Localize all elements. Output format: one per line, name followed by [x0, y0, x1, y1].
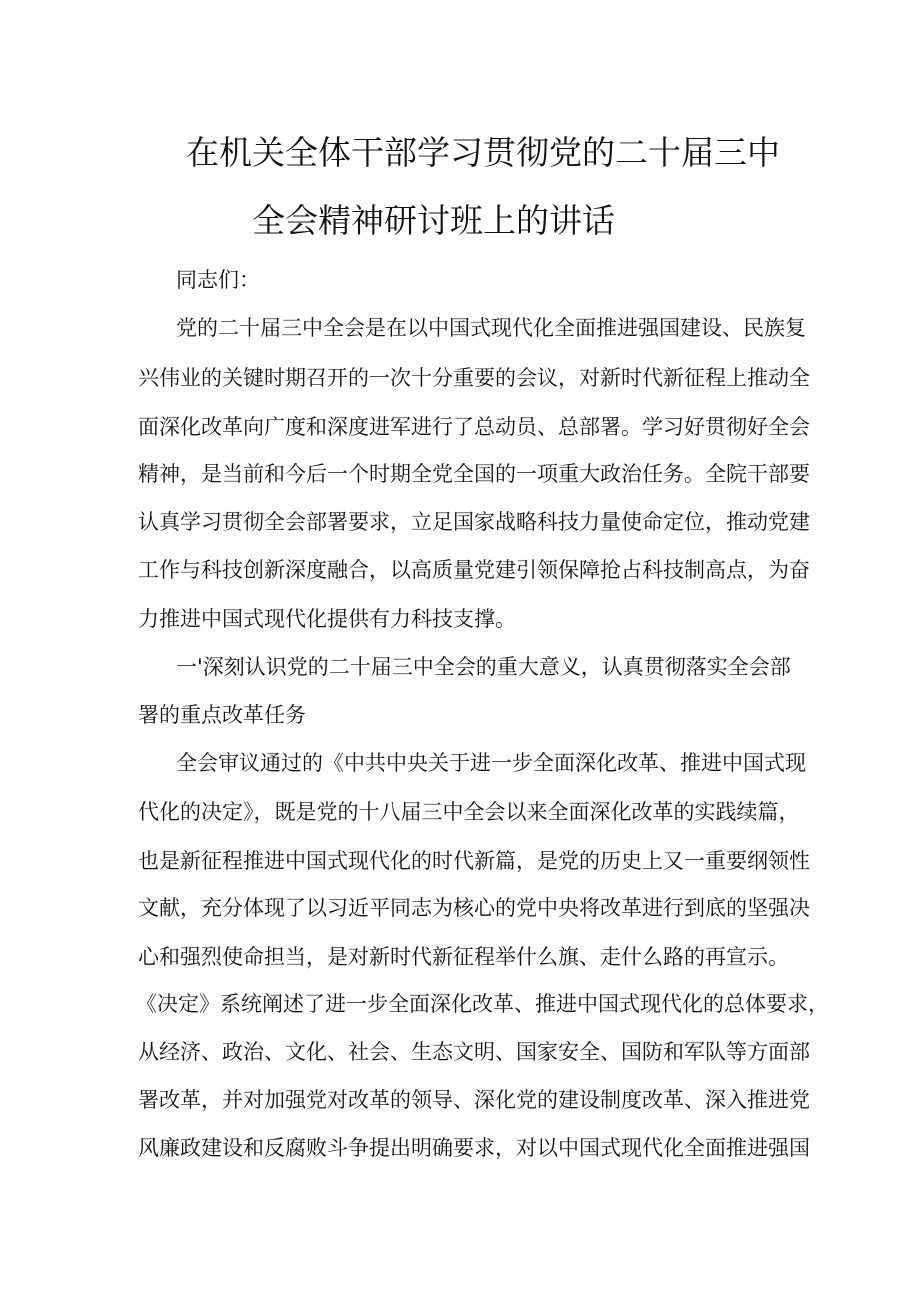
- paragraph-2-line-3: 也是新征程推进中国式现代化的时代新篇，是党的历史上又一重要纲领性: [138, 849, 810, 873]
- paragraph-1-line-1: 党的二十届三中全会是在以中国式现代化全面推进强国建设、民族复: [176, 316, 806, 340]
- paragraph-2-line-8: 署改革，并对加强党对改革的领导、深化党的建设制度改革、深入推进党: [138, 1088, 810, 1112]
- paragraph-2-line-4: 文献，充分体现了以习近平同志为核心的党中央将改革进行到底的坚强决: [138, 896, 810, 920]
- paragraph-2-line-5: 心和强烈使命担当，是对新时代新征程举什么旗、走什么路的再宣示。: [138, 945, 789, 969]
- document-title-line-2: 全会精神研讨班上的讲话: [252, 201, 615, 240]
- paragraph-1-line-7: 力推进中国式现代化提供有力科技支撑。: [138, 607, 516, 631]
- paragraph-1-line-4: 精神，是当前和今后一个时期全党全国的一项重大政治任务。全院干部要: [138, 462, 810, 486]
- paragraph-1-line-3: 面深化改革向广度和深度进军进行了总动员、总部署。学习好贯彻好全会: [138, 415, 810, 439]
- paragraph-2-line-1: 全会审议通过的《中共中央关于进一步全面深化改革、推进中国式现: [176, 751, 806, 775]
- paragraph-2-line-7: 从经济、政治、文化、社会、生态文明、国家安全、国防和军队等方面部: [138, 1040, 810, 1064]
- paragraph-1-line-6: 工作与科技创新深度融合，以高质量党建引领保障抢占科技制高点，为奋: [138, 558, 810, 582]
- paragraph-2-line-6: 《决定》系统阐述了进一步全面深化改革、推进中国式现代化的总体要求，: [136, 992, 829, 1016]
- paragraph-1-line-5: 认真学习贯彻全会部署要求，立足国家战略科技力量使命定位，推动党建: [138, 510, 810, 534]
- paragraph-1-line-2: 兴伟业的关键时期召开的一次十分重要的会议，对新时代新征程上推动全: [138, 366, 810, 390]
- document-title-line-1: 在机关全体干部学习贯彻党的二十届三中: [186, 133, 780, 172]
- section-heading-line-2: 署的重点改革任务: [138, 703, 306, 727]
- paragraph-2-line-9: 风廉政建设和反腐败斗争提出明确要求，对以中国式现代化全面推进强国: [138, 1136, 810, 1160]
- section-heading-line-1: 一'深刻认识党的二十届三中全会的重大意义，认真贯彻落实全会部: [176, 655, 791, 679]
- salutation: 同志们：: [176, 268, 260, 292]
- paragraph-2-line-2: 代化的决定》，既是党的十八届三中全会以来全面深化改革的实践续篇，: [138, 800, 800, 824]
